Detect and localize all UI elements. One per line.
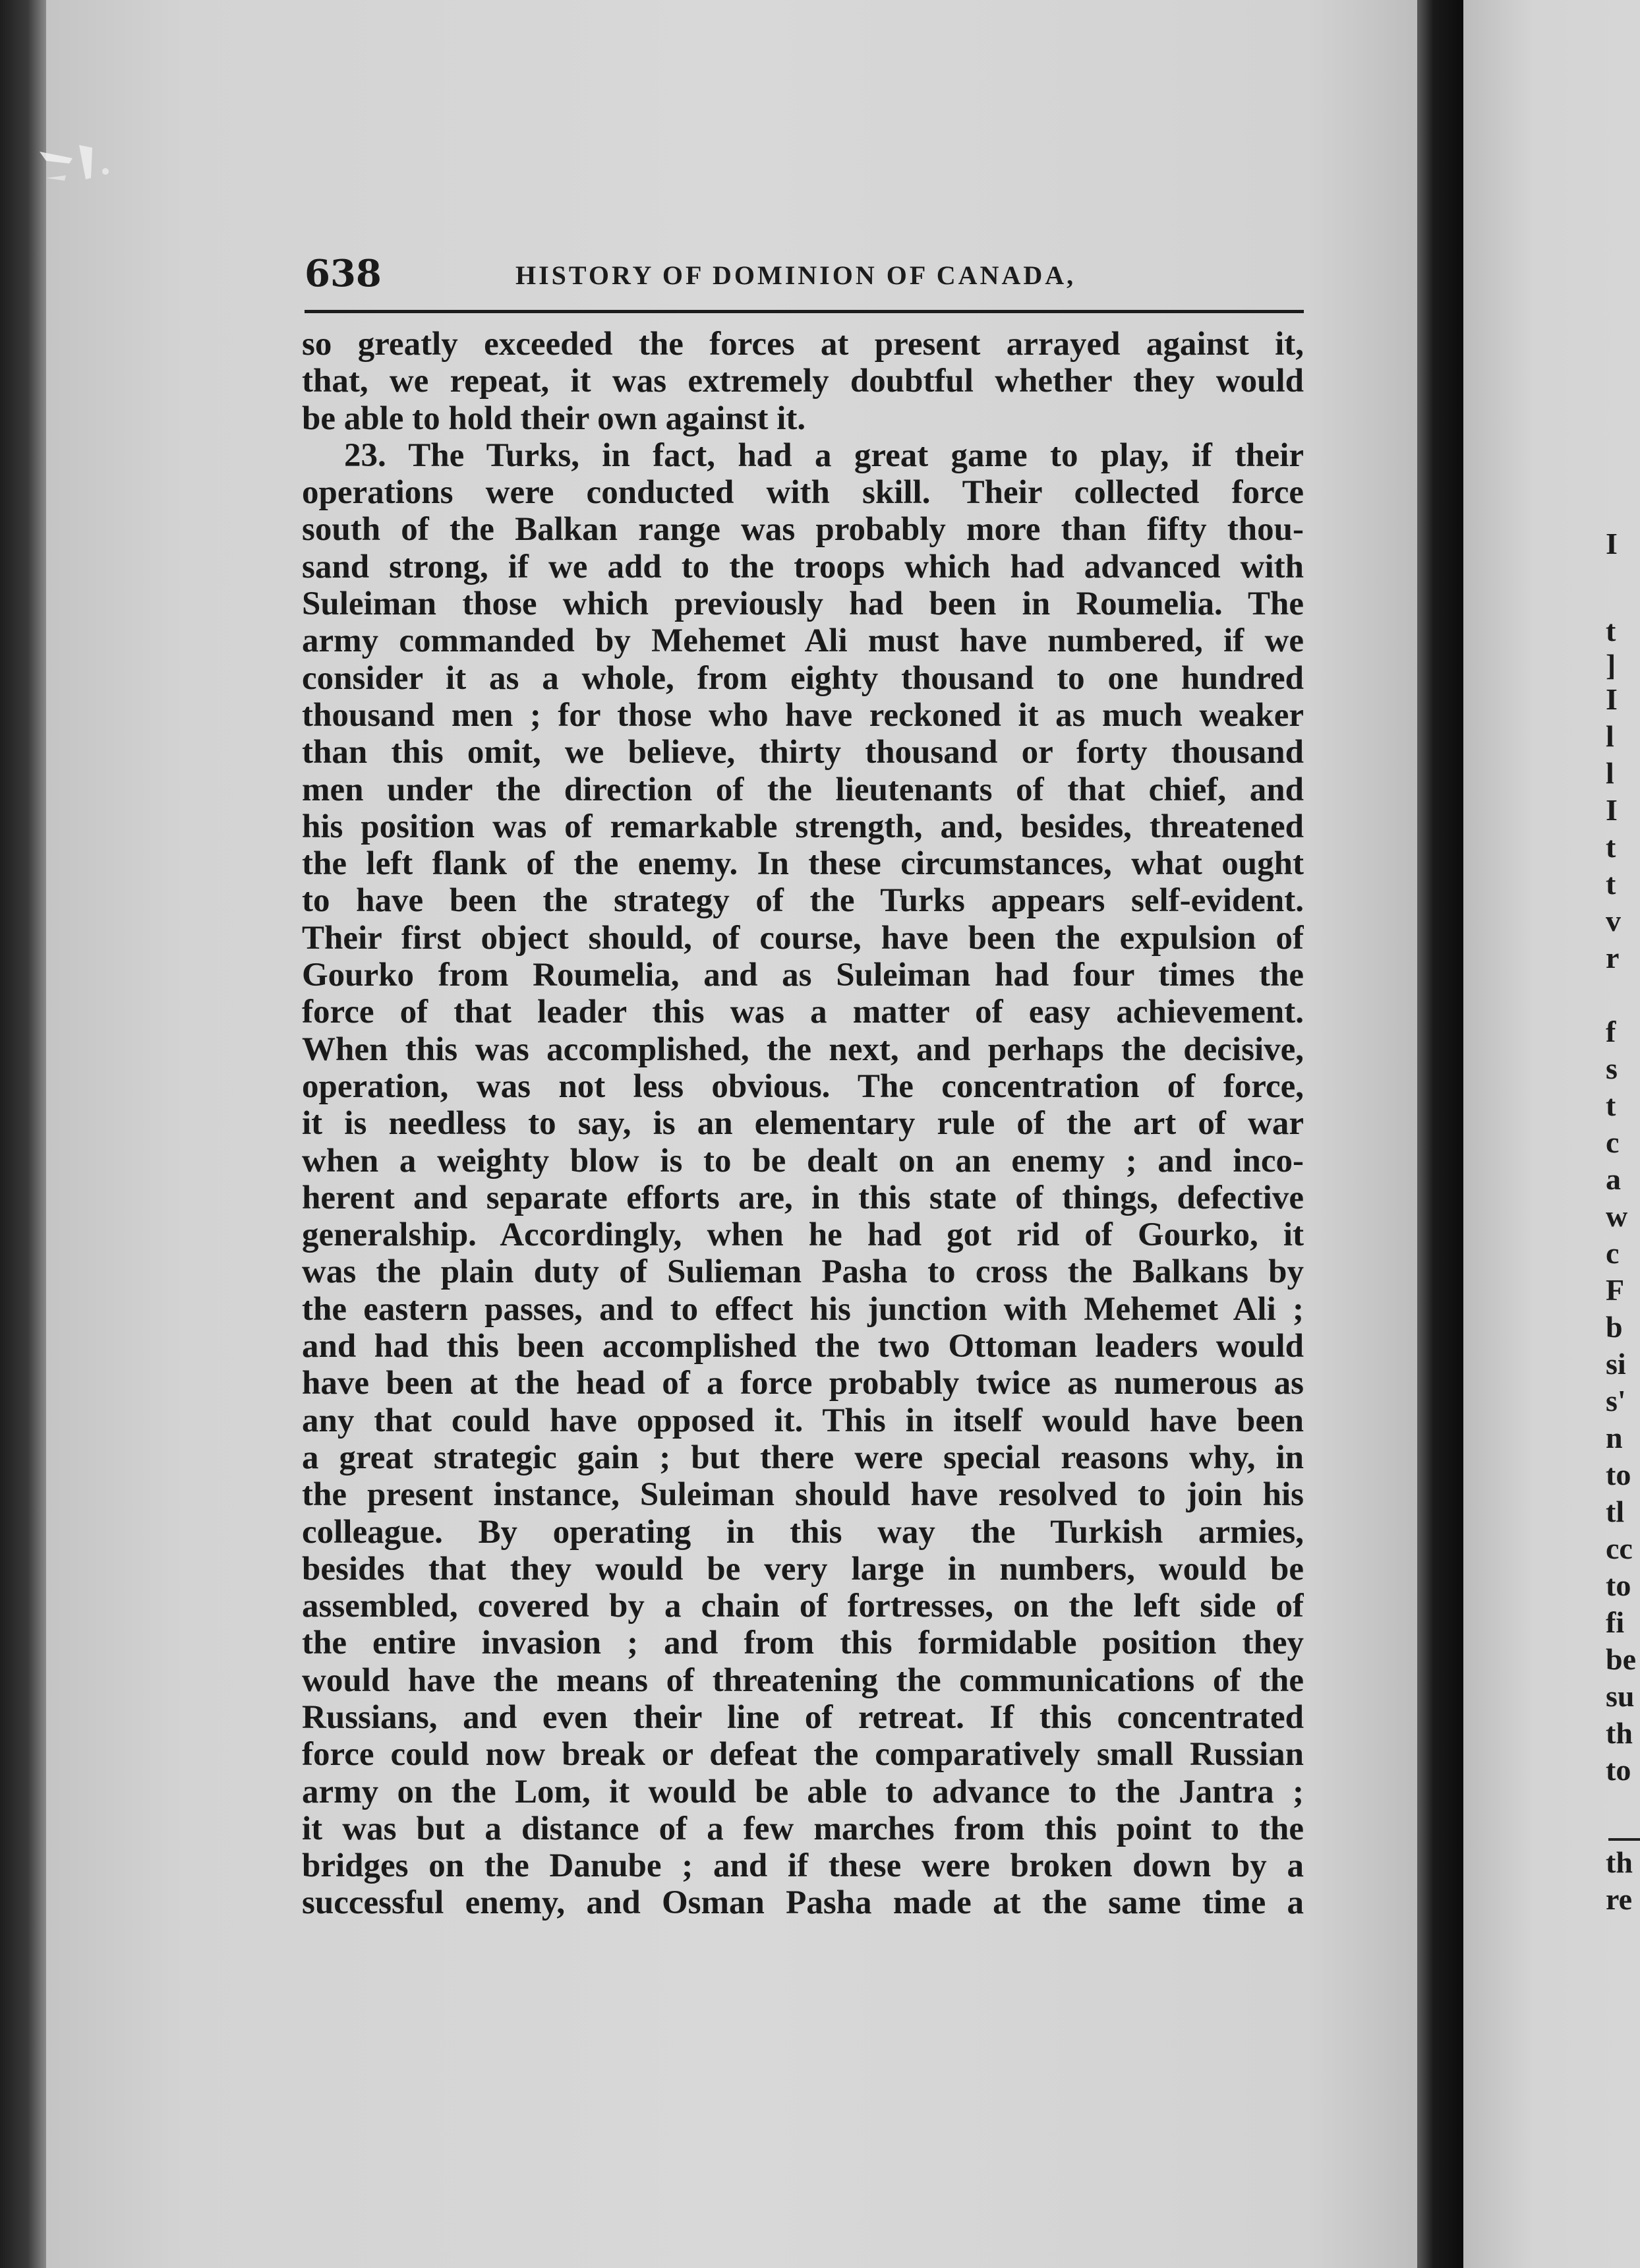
text-line: than this omit, we believe, thirty thousand or forty thousand	[302, 734, 1304, 771]
running-head: HISTORY OF DOMINION OF CANADA,	[515, 260, 1076, 290]
text-line: when a weighty blow is to be dealt on an enemy ; and inco-	[302, 1142, 1304, 1179]
right-fragment: ]	[1606, 648, 1616, 682]
right-fragment: th	[1606, 1716, 1633, 1750]
text-line: force of that leader this was a matter of easy achievement.	[302, 994, 1304, 1031]
text-line: it is needless to say, is an elementary rule of the art of war	[302, 1105, 1304, 1143]
book-gutter	[1417, 0, 1463, 2268]
right-fragment: r	[1606, 941, 1620, 974]
text-line: would have the means of threatening the communications of the	[302, 1661, 1304, 1699]
text-line: the eastern passes, and to effect his junction with Mehemet Ali ;	[302, 1290, 1304, 1328]
text-line: men under the direction of the lieutenants of that chief, and	[302, 771, 1304, 808]
left-scan-border	[0, 0, 46, 2268]
right-page-footnote-rule	[1608, 1838, 1640, 1841]
text-line: Suleiman those which previously had been in Roumelia. The	[302, 585, 1304, 623]
text-line: bridges on the Danube ; and if these were broken down by a	[302, 1847, 1304, 1885]
film-damage-marks	[33, 132, 125, 211]
right-fragment: I	[1606, 527, 1618, 560]
text-line: to have been the strategy of the Turks appears self-evident.	[302, 882, 1304, 920]
text-line: herent and separate efforts are, in this state of things, defective	[302, 1179, 1304, 1216]
right-fragment: th	[1606, 1845, 1633, 1879]
text-line: and had this been accomplished the two Ottoman leaders would	[302, 1328, 1304, 1365]
right-fragment: re	[1606, 1882, 1633, 1916]
right-fragment: n	[1606, 1421, 1623, 1454]
page-number: 638	[305, 252, 382, 295]
text-line: operations were conducted with skill. Their collected force	[302, 474, 1304, 512]
text-line: the left flank of the enemy. In these circumstances, what ought	[302, 845, 1304, 883]
page-header	[305, 251, 1304, 303]
text-line: assembled, covered by a chain of fortresses, on the left side of	[302, 1588, 1304, 1625]
right-fragment: l	[1606, 719, 1614, 753]
right-fragment: si	[1606, 1347, 1626, 1381]
right-fragment: cc	[1606, 1532, 1633, 1565]
text-line: that, we repeat, it was extremely doubtful whether they would	[302, 363, 1304, 400]
text-line: generalship. Accordingly, when he had got rid of Gourko, it	[302, 1216, 1304, 1254]
right-fragment: I	[1606, 682, 1618, 716]
right-fragment: s	[1606, 1052, 1618, 1085]
right-fragment: t	[1606, 867, 1616, 901]
right-fragment: I	[1606, 793, 1618, 827]
text-line: so greatly exceeded the forces at present arrayed against it,	[302, 326, 1304, 363]
right-fragment: c	[1606, 1236, 1620, 1270]
right-fragment: c	[1606, 1125, 1620, 1159]
text-line: Russians, and even their line of retreat. If this concentrated	[302, 1698, 1304, 1736]
right-fragment: F	[1606, 1273, 1625, 1307]
text-line: any that could have opposed it. This in itself would have been	[302, 1402, 1304, 1439]
text-line: operation, was not less obvious. The concentration of force,	[302, 1067, 1304, 1105]
text-line: the entire invasion ; and from this formidable position they	[302, 1625, 1304, 1662]
right-fragment: t	[1606, 1089, 1616, 1122]
right-fragment: su	[1606, 1679, 1635, 1713]
text-line: army on the Lom, it would be able to advance to the Jantra ;	[302, 1773, 1304, 1810]
text-line: it was but a distance of a few marches from this point to the	[302, 1810, 1304, 1847]
right-fragment: to	[1606, 1568, 1631, 1602]
right-fragment: f	[1606, 1015, 1616, 1048]
right-fragment: w	[1606, 1199, 1628, 1233]
right-fragment: to	[1606, 1458, 1631, 1491]
text-line: south of the Balkan range was probably more than fifty thou-	[302, 511, 1304, 549]
right-fragment: s'	[1606, 1384, 1626, 1418]
text-line: thousand men ; for those who have reckoned it as much weaker	[302, 696, 1304, 734]
right-fragment: be	[1606, 1642, 1636, 1676]
header-rule	[305, 310, 1304, 313]
right-fragment: b	[1606, 1310, 1623, 1344]
text-line: was the plain duty of Sulieman Pasha to cross the Balkans by	[302, 1253, 1304, 1291]
right-fragment: v	[1606, 904, 1621, 938]
text-line: besides that they would be very large in numbers, would be	[302, 1550, 1304, 1588]
paragraph-start-line: 23. The Turks, in fact, had a great game to play, if their	[344, 436, 1304, 474]
right-fragment: t	[1606, 614, 1616, 647]
text-line: the present instance, Suleiman should have resolved to join his	[302, 1476, 1304, 1514]
text-line: sand strong, if we add to the troops which had advanced with	[302, 548, 1304, 585]
right-fragment: t	[1606, 830, 1616, 864]
text-line: colleague. By operating in this way the Turkish armies,	[302, 1513, 1304, 1551]
text-line: his position was of remarkable strength, and, besides, threatened	[302, 808, 1304, 845]
text-line: Gourko from Roumelia, and as Suleiman had four times the	[302, 957, 1304, 994]
body-text	[302, 326, 1304, 1922]
right-page-text-fragments	[1606, 0, 1640, 2268]
right-fragment: tl	[1606, 1495, 1625, 1528]
text-line: Their first object should, of course, have been the expulsion of	[302, 919, 1304, 957]
right-fragment: a	[1606, 1162, 1621, 1196]
text-line: force could now break or defeat the comparatively small Russian	[302, 1736, 1304, 1774]
text-line: have been at the head of a force probably twice as numerous as	[302, 1365, 1304, 1402]
text-line: When this was accomplished, the next, and perhaps the decisive,	[302, 1030, 1304, 1068]
text-line: consider it as a whole, from eighty thousand to one hundred	[302, 659, 1304, 697]
text-line: a great strategic gain ; but there were special reasons why, in	[302, 1439, 1304, 1476]
text-line: be able to hold their own against it.	[302, 400, 806, 437]
right-fragment: fi	[1606, 1605, 1625, 1639]
right-fragment: l	[1606, 756, 1614, 790]
text-line: army commanded by Mehemet Ali must have numbered, if we	[302, 622, 1304, 660]
text-line: successful enemy, and Osman Pasha made at the same time a	[302, 1884, 1304, 1922]
right-fragment: to	[1606, 1753, 1631, 1787]
